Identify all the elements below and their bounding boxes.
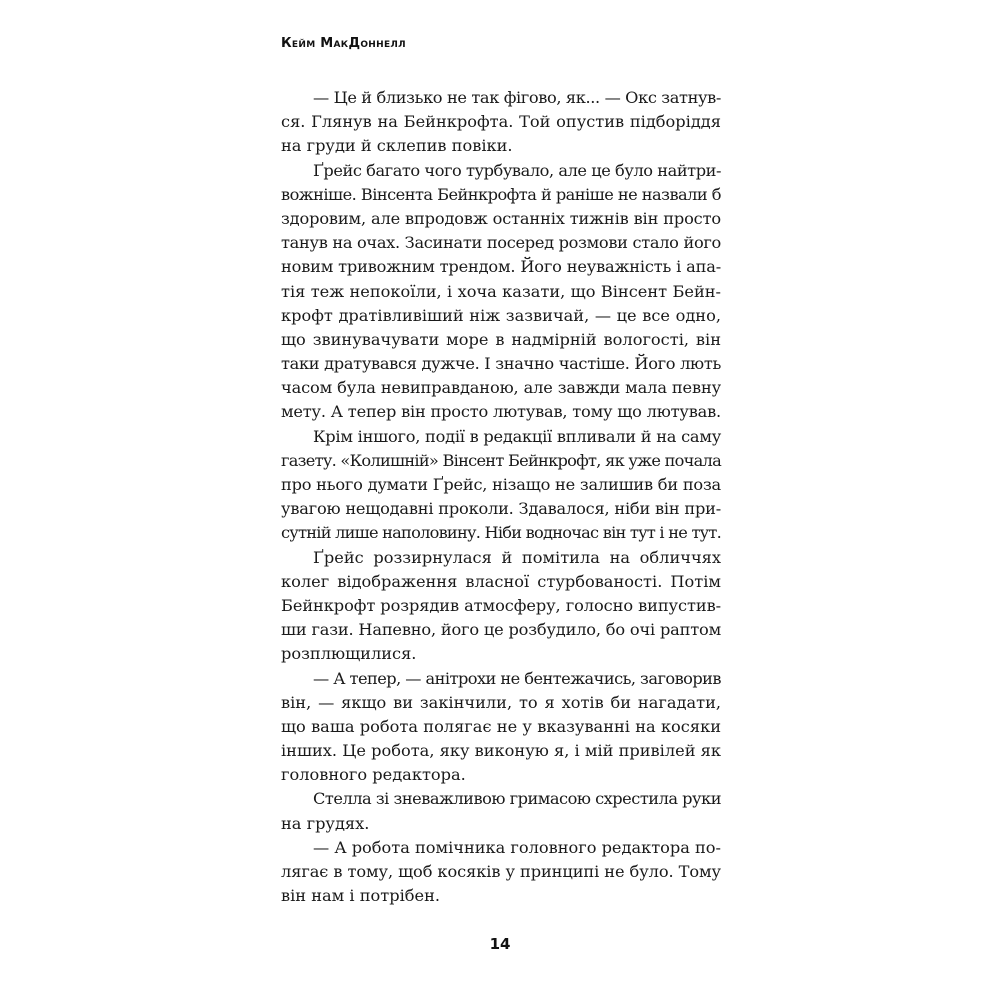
text-line: лягає в тому, щоб косяків у принципі не було. Тому (281, 862, 721, 881)
text-line: розплющилися. (281, 644, 417, 664)
text-line: інших. Це робота, яку виконую я, і мій привілей як (281, 741, 721, 761)
text-line: Стелла зі зневажливою гримасою схрестила руки (313, 789, 721, 809)
text-line: що звинувачувати море в надмірній вологості, він (281, 329, 721, 349)
text-line: Бейнкрофт розрядив атмосферу, голосно випустив- (281, 595, 721, 615)
paragraph (281, 159, 721, 425)
text-line: часом була невиправданою, але завжди мала певну (281, 378, 721, 398)
paragraph (281, 86, 721, 159)
text-line: сутній лише наполовину. Ніби водночас він тут і не тут. (281, 523, 721, 543)
text-line: газету. «Колишній» Вінсент Бейнкрофт, як уже почала (281, 450, 721, 470)
text-line: Ґрейс багато чого турбувало, але це було найтри- (313, 160, 721, 180)
text-line: здоровим, але впродовж останніх тижнів він просто (281, 208, 721, 228)
text-line: новим тривожним трендом. Його неуважність і апа- (281, 257, 721, 277)
body-text (281, 86, 721, 908)
paragraph (281, 667, 721, 788)
text-line: він, — якщо ви закінчили, то я хотів би нагадати, (281, 692, 721, 712)
text-line: головного редактора. (281, 765, 466, 785)
text-line: Крім іншого, події в редакції впливали й на саму (313, 426, 721, 446)
text-line: колег відображення власної стурбованості. Потім (281, 571, 721, 591)
text-line: тія теж непокоїли, і хоча казати, що Вінсент Бейн- (281, 281, 721, 301)
paragraph (281, 836, 721, 909)
text-line: — Це й близько не так фігово, як... — Окс затнув- (313, 88, 721, 107)
text-line: танув на очах. Засинати посеред розмови стало його (281, 233, 721, 253)
text-line: що ваша робота полягає не у вказуванні на косяки (281, 716, 721, 736)
text-line: мету. А тепер він просто лютував, тому що лютував. (281, 402, 721, 422)
text-line: на грудях. (281, 813, 370, 833)
text-line: на груди й склепив повіки. (281, 136, 513, 156)
text-line: крофт дратівливіший ніж зазвичай, — це все одно, (281, 305, 721, 325)
text-line: Ґрейс роззирнулася й помітила на обличчях (313, 547, 721, 567)
text-line: увагою нещодавні проколи. Здавалося, ніби він при- (281, 499, 721, 519)
text-line: — А тепер, — анітрохи не бентежачись, заговорив (313, 668, 721, 688)
paragraph (281, 787, 721, 835)
text-line: вожніше. Вінсента Бейнкрофта й раніше не назвали б (281, 184, 721, 204)
paragraph (281, 425, 721, 546)
text-line: про нього думати Ґрейс, нізащо не залишив би поза (281, 475, 721, 494)
text-line: ши гази. Напевно, його це розбудило, бо очі раптом (281, 620, 721, 640)
text-line: таки дратувався дужче. І значно частіше. Його лють (281, 354, 721, 374)
text-line: він нам і потрібен. (281, 886, 441, 906)
paragraph (281, 546, 721, 667)
text-line: — А робота помічника головного редактора по- (313, 837, 721, 857)
page-number: 14 (489, 935, 511, 953)
text-line: ся. Глянув на Бейнкрофта. Той опустив підборіддя (281, 112, 721, 132)
running-head-author: Кейм МакДоннелл (281, 36, 406, 51)
